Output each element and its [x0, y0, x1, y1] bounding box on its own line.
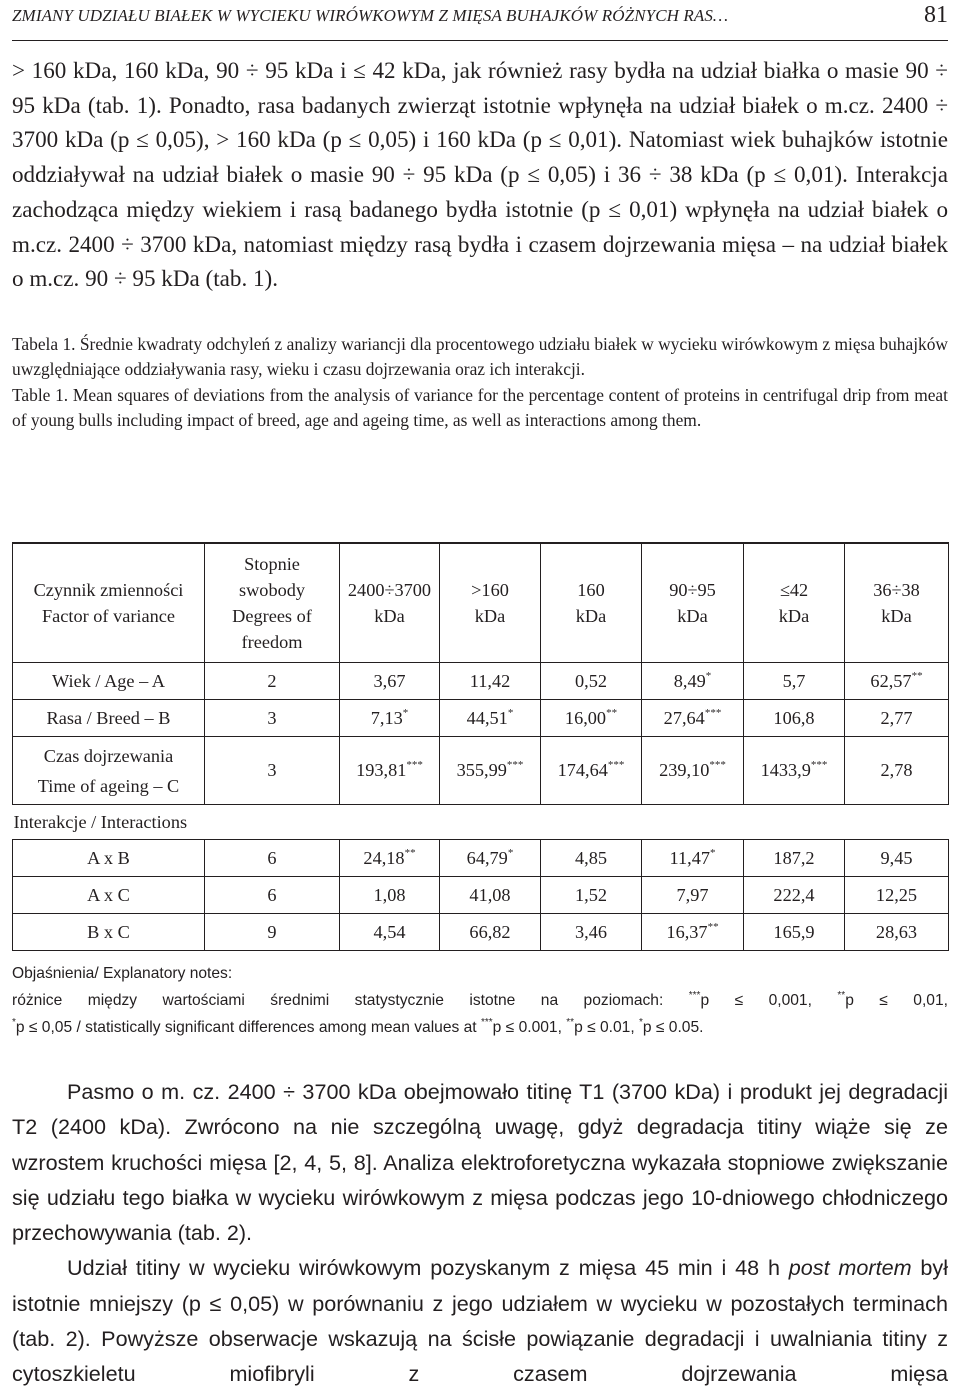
notes-sig-marker: *: [12, 1017, 16, 1028]
notes-sig-marker: **: [566, 1017, 575, 1028]
significance-marker: **: [911, 669, 923, 682]
row-label: [13, 663, 205, 700]
cell-line: Factor of variance: [42, 606, 175, 626]
mean-square-cell: [440, 700, 541, 737]
notes-sig-level: p ≤ 0.01,: [574, 1019, 635, 1036]
mean-square-value: 4,54: [373, 921, 406, 942]
row-df: 6: [205, 840, 340, 877]
significance-marker: ***: [709, 759, 726, 771]
mean-square-value: 27,64: [663, 707, 705, 728]
row-df: 6: [205, 877, 340, 914]
mean-square-value: 3,67: [373, 670, 406, 691]
row-df: 9: [205, 914, 340, 951]
cell-line: kDa: [374, 606, 405, 626]
header-band: [340, 543, 440, 663]
header-factor: [13, 543, 205, 663]
mean-square-cell: [541, 663, 642, 700]
mean-square-value: 2,77: [880, 707, 913, 728]
mean-square-value: 5,7: [782, 670, 806, 691]
mean-square-cell: [642, 737, 744, 805]
mean-square-cell: [340, 840, 440, 877]
mean-square-cell: [440, 663, 541, 700]
significance-marker: *: [507, 706, 514, 719]
body-paragraph-2: [12, 1250, 948, 1391]
table-row: [13, 663, 949, 700]
table-row: [13, 737, 949, 805]
mean-square-cell: [845, 737, 949, 805]
table-header-row: [13, 543, 949, 663]
anova-table: [12, 542, 949, 951]
notes-line-1: [12, 987, 948, 1014]
table-row: [13, 877, 949, 914]
header-band: [541, 543, 642, 663]
mean-square-cell: [340, 700, 440, 737]
mean-square-cell: [642, 700, 744, 737]
notes-sig-marker: *: [639, 1017, 643, 1028]
intro-paragraph: > 160 kDa, 160 kDa, 90 ÷ 95 kDa i ≤ 42 kDa, jak również rasy bydła na udział białka o masie 90 ÷ 95 kDa (tab. 1). Ponadto, rasa badanych zwierząt istotnie wpłynęła na udział białek o m.cz. 2400 ÷ 3700 kDa (p ≤ 0,05), > 160 kDa (p ≤ 0,05) i 160 kDa (p ≤ 0,01). Natomiast wiek buhajków istotnie oddziaływał na udział białek o masie 90 ÷ 95 kDa (p ≤ 0,05) i 36 ÷ 38 kDa (p ≤ 0,01). Interakcja zachodząca między wiekiem i rasą badanego bydła istotnie (p ≤ 0,01) wpłynęła na udział białek o m.cz. 2400 ÷ 3700 kDa, natomiast między rasą bydła i czasem dojrzewania mięsa – na udział białek o m.cz. 90 ÷ 95 kDa (tab. 1).: [12, 57, 948, 292]
body-paragraph-2-italic: post mortem: [788, 1255, 912, 1281]
notes-title: Objaśnienia/ Explanatory notes:: [12, 965, 233, 982]
mean-square-cell: [541, 914, 642, 951]
table-row: [13, 840, 949, 877]
mean-square-cell: [541, 877, 642, 914]
mean-square-cell: [340, 663, 440, 700]
header-band: [440, 543, 541, 663]
mean-square-value: 24,18: [363, 847, 405, 868]
interactions-group-label: Interakcje / Interactions: [13, 805, 949, 840]
table-caption: [12, 332, 948, 434]
interactions-group-row: [13, 805, 949, 840]
body-paragraph-1: Pasmo o m. cz. 2400 ÷ 3700 kDa obejmowało titinę T1 (3700 kDa) i produkt jej degradacji T2 (2400 kDa). Zwrócono na nie szczególną uwagę, gdyż degradacja titiny wiąże się ze wzrostem kruchości mięsa [2, 4, 5, 8]. Analiza elektroforetyczna wykazała stopniowe zwiększanie się udziału tego białka w wycieku wirówkowym z mięsa podczas jego 10-dniowego chłodniczego przechowywania (tab. 2).: [12, 1079, 948, 1246]
notes-sig-level: p ≤ 0.001,: [492, 1019, 562, 1036]
page: [12, 0, 948, 434]
mean-square-cell: [744, 877, 845, 914]
mean-square-value: 239,10: [659, 760, 710, 780]
mean-square-cell: [642, 914, 744, 951]
mean-square-cell: [744, 700, 845, 737]
explanatory-notes: [12, 960, 948, 1041]
notes-sig-marker: ***: [688, 990, 701, 1001]
mean-square-value: 1,08: [373, 884, 406, 905]
body-text: [12, 1074, 948, 1392]
cell-line: Czynnik zmienności: [33, 580, 184, 600]
cell-line: A x B: [87, 847, 130, 868]
cell-line: Czas dojrzewania: [43, 745, 174, 766]
mean-square-value: 44,51: [466, 707, 508, 728]
row-label: [13, 840, 205, 877]
mean-square-cell: [642, 840, 744, 877]
mean-square-value: 64,79: [466, 847, 508, 868]
cell-line: kDa: [677, 606, 708, 626]
significance-marker: **: [606, 706, 618, 719]
table-caption-en: Table 1. Mean squares of deviations from the analysis of variance for the percentage content of proteins in centrifugal drip from meat of young bulls including impact of breed, age and ageing time, as well as interactions among them.: [12, 384, 948, 431]
row-df: 2: [205, 663, 340, 700]
cell-line: 2400÷3700: [347, 580, 432, 600]
mean-square-value: 7,13: [370, 707, 403, 728]
mean-square-value: 3,46: [575, 921, 607, 942]
body-paragraph-2-start: Udział titiny w wycieku wirówkowym pozyskanym z mięsa 45 min i 48 h: [67, 1255, 780, 1281]
cell-line: A x C: [87, 884, 130, 905]
mean-square-cell: [440, 737, 541, 805]
notes-sig-level: p ≤ 0.05.: [642, 1019, 704, 1036]
mean-square-cell: [440, 840, 541, 877]
mean-square-value: 0,52: [575, 670, 607, 691]
cell-line: Degrees of: [232, 606, 312, 626]
cell-line: swobody: [238, 580, 306, 600]
mean-square-value: 7,97: [676, 884, 709, 905]
cell-line: kDa: [881, 606, 912, 626]
significance-marker: *: [402, 706, 409, 719]
mean-square-cell: [845, 840, 949, 877]
significance-marker: ***: [607, 759, 625, 771]
running-title: ZMIANY UDZIAŁU BIAŁEK W WYCIEKU WIRÓWKOWYM Z MIĘSA BUHAJKÓW RÓŻNYCH RAS…: [12, 6, 729, 25]
significance-marker: **: [707, 920, 719, 933]
row-df: 3: [205, 700, 340, 737]
mean-square-value: 11,47: [669, 847, 710, 868]
mean-square-value: 106,8: [773, 707, 815, 728]
mean-square-value: 8,49: [673, 670, 706, 691]
notes-line-1-text: różnice między wartościami średnimi statystycznie istotne na poziomach:: [12, 992, 664, 1009]
cell-line: >160: [471, 580, 509, 600]
table-caption-pl: Tabela 1. Średnie kwadraty odchyleń z analizy wariancji dla procentowego udziału białek w wycieku wirówkowym z mięsa buhajków uwzględniające oddziaływania rasy, wieku i czasu dojrzewania oraz ich interakcji.: [12, 333, 948, 380]
mean-square-value: 2,78: [880, 760, 913, 780]
cell-line: 36÷38: [873, 580, 920, 600]
significance-marker: *: [709, 846, 716, 859]
cell-line: 160: [577, 580, 605, 600]
cell-line: Rasa / Breed – B: [46, 707, 171, 728]
row-label: [13, 737, 205, 805]
mean-square-value: 16,37: [666, 921, 708, 942]
mean-square-cell: [845, 700, 949, 737]
mean-square-value: 1,52: [575, 884, 607, 905]
mean-square-value: 193,81: [356, 760, 407, 780]
mean-square-value: 16,00: [564, 707, 607, 728]
cell-line: B x C: [87, 921, 130, 942]
running-header: [12, 0, 948, 41]
mean-square-cell: [845, 914, 949, 951]
mean-square-cell: [541, 737, 642, 805]
notes-sig-marker: **: [837, 990, 846, 1001]
table-row: [13, 914, 949, 951]
mean-square-cell: [340, 737, 440, 805]
table-row: [13, 700, 949, 737]
header-band: [642, 543, 744, 663]
mean-square-value: 4,85: [575, 847, 607, 868]
mean-square-cell: [642, 877, 744, 914]
notes-line-2: [12, 1014, 948, 1041]
mean-square-cell: [744, 663, 845, 700]
mean-square-value: 165,9: [773, 921, 815, 942]
mean-square-cell: [440, 877, 541, 914]
mean-square-cell: [541, 840, 642, 877]
cell-line: kDa: [575, 606, 607, 626]
mean-square-value: 187,2: [773, 847, 815, 868]
mean-square-cell: [845, 663, 949, 700]
significance-marker: ***: [704, 706, 722, 719]
significance-marker: ***: [810, 759, 828, 771]
cell-line: Wiek / Age – A: [52, 670, 165, 691]
mean-square-value: 11,42: [469, 670, 511, 691]
mean-square-cell: [744, 914, 845, 951]
notes-sig-level: p ≤ 0,001,: [700, 992, 812, 1009]
mean-square-value: 9,45: [880, 847, 913, 868]
mean-square-cell: [541, 700, 642, 737]
row-label: [13, 914, 205, 951]
mean-square-cell: [845, 877, 949, 914]
cell-line: Stopnie: [244, 554, 300, 574]
row-df: 3: [205, 737, 340, 805]
significance-marker: ***: [406, 759, 423, 771]
cell-line: 90÷95: [669, 580, 716, 600]
mean-square-value: 28,63: [875, 921, 918, 942]
mean-square-value: 222,4: [773, 884, 815, 905]
header-band: [845, 543, 949, 663]
cell-line: Time of ageing – C: [37, 775, 180, 796]
mean-square-value: 12,25: [875, 884, 918, 905]
significance-marker: *: [705, 669, 712, 682]
mean-square-value: 355,99: [456, 760, 507, 780]
notes-line-2-text: p ≤ 0,05 / statistically significant differences among mean values at: [15, 1019, 477, 1036]
cell-line: freedom: [241, 632, 303, 652]
row-label: [13, 877, 205, 914]
significance-marker: ***: [506, 759, 524, 771]
significance-marker: **: [404, 846, 416, 859]
significance-marker: *: [507, 846, 514, 859]
mean-square-cell: [744, 840, 845, 877]
header-degrees-of-freedom: [205, 543, 340, 663]
mean-square-value: 62,57: [870, 670, 912, 691]
notes-sig-marker: ***: [480, 1017, 493, 1028]
page-number: 81: [924, 2, 948, 28]
row-label: [13, 700, 205, 737]
cell-line: kDa: [474, 606, 506, 626]
mean-square-value: 1433,9: [760, 760, 811, 780]
mean-square-value: 174,64: [557, 760, 608, 780]
mean-square-cell: [642, 663, 744, 700]
body-paragraph-2-end: był istotnie mniejszy (p ≤ 0,05) w porównaniu z jego udziałem w wycieku w pozostałych terminach (tab. 2). Powyższe obserwacje wskazują na ścisłe powiązanie degradacji i uwalniania titiny z cytoszkieletu miofibryli z czasem dojrzewania mięsa: [12, 1255, 948, 1387]
mean-square-value: 41,08: [469, 884, 511, 905]
mean-square-cell: [340, 914, 440, 951]
header-band: [744, 543, 845, 663]
mean-square-cell: [744, 737, 845, 805]
mean-square-value: 66,82: [469, 921, 511, 942]
notes-sig-level: p ≤ 0,01,: [845, 992, 948, 1009]
cell-line: ≤42: [779, 580, 809, 600]
cell-line: kDa: [778, 606, 810, 626]
mean-square-cell: [440, 914, 541, 951]
mean-square-cell: [340, 877, 440, 914]
